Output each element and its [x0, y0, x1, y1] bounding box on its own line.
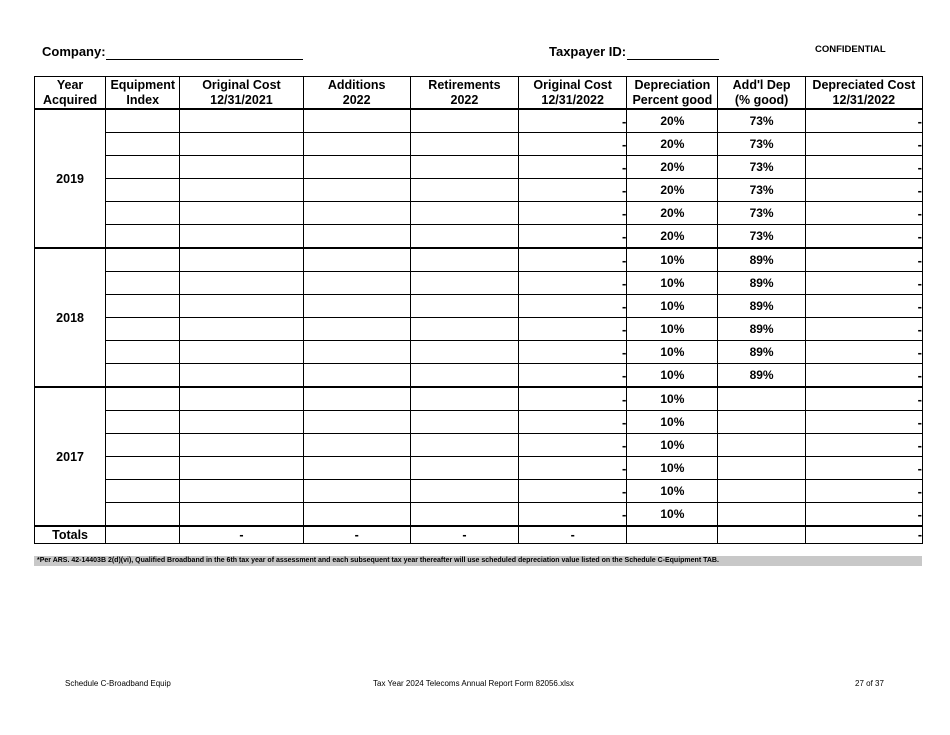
original-cost-2022-cell: -: [519, 434, 627, 457]
original-cost-2021-cell[interactable]: [180, 248, 303, 272]
original-cost-2022-cell: -: [519, 248, 627, 272]
column-header-line2: Index: [126, 92, 160, 107]
table-row: [35, 156, 923, 179]
original-cost-2022-cell: -: [519, 133, 627, 156]
original-cost-2021-cell[interactable]: [180, 202, 303, 225]
totals-original-cost-2021: -: [180, 526, 303, 544]
original-cost-2022-cell: -: [519, 364, 627, 388]
additional-depreciation-cell: 89%: [718, 318, 805, 341]
retirements-cell[interactable]: [410, 364, 518, 388]
equipment-index-cell[interactable]: [106, 272, 180, 295]
column-header: [410, 77, 518, 110]
additions-cell[interactable]: [303, 225, 410, 249]
table-row: [35, 503, 923, 527]
additions-cell[interactable]: [303, 434, 410, 457]
depreciated-cost-cell: -: [805, 341, 922, 364]
depreciated-cost-cell: -: [805, 179, 922, 202]
retirements-cell[interactable]: [410, 387, 518, 411]
equipment-index-cell[interactable]: [106, 179, 180, 202]
retirements-cell[interactable]: [410, 202, 518, 225]
column-header-line1: Original Cost: [533, 77, 612, 92]
depreciated-cost-cell: -: [805, 202, 922, 225]
broadband-equipment-schedule-table: [34, 76, 923, 544]
column-header: [106, 77, 180, 110]
depreciated-cost-cell: -: [805, 364, 922, 388]
totals-row: [35, 526, 923, 544]
original-cost-2022-cell: -: [519, 272, 627, 295]
original-cost-2021-cell[interactable]: [180, 179, 303, 202]
column-header-line1: Retirements: [428, 77, 501, 92]
additions-cell[interactable]: [303, 133, 410, 156]
equipment-index-cell[interactable]: [106, 109, 180, 133]
depreciation-percent-cell: 10%: [627, 503, 718, 527]
column-header: [718, 77, 805, 110]
taxpayer-id-label: Taxpayer ID:: [549, 44, 627, 59]
retirements-cell[interactable]: [410, 318, 518, 341]
table-row: [35, 318, 923, 341]
company-input-line[interactable]: [106, 59, 303, 60]
additional-depreciation-cell: 73%: [718, 202, 805, 225]
additions-cell[interactable]: [303, 341, 410, 364]
additional-depreciation-cell: 73%: [718, 225, 805, 249]
totals-depreciation-percent: [627, 526, 718, 544]
depreciated-cost-cell: -: [805, 295, 922, 318]
additions-cell[interactable]: [303, 503, 410, 527]
original-cost-2022-cell: -: [519, 341, 627, 364]
depreciated-cost-cell: -: [805, 156, 922, 179]
footer-file-name: Tax Year 2024 Telecoms Annual Report Form 82056.xlsx: [373, 679, 574, 688]
retirements-cell[interactable]: [410, 179, 518, 202]
additions-cell[interactable]: [303, 318, 410, 341]
column-header-line1: Additions: [327, 77, 386, 92]
column-header: [627, 77, 718, 110]
equipment-index-cell[interactable]: [106, 411, 180, 434]
company-label: Company:: [42, 44, 106, 59]
original-cost-2021-cell[interactable]: [180, 364, 303, 388]
retirements-cell[interactable]: [410, 156, 518, 179]
original-cost-2022-cell: -: [519, 225, 627, 249]
equipment-index-cell[interactable]: [106, 364, 180, 388]
retirements-cell[interactable]: [410, 272, 518, 295]
additions-cell[interactable]: [303, 480, 410, 503]
column-header: [805, 77, 922, 110]
depreciated-cost-cell: -: [805, 225, 922, 249]
depreciated-cost-cell: -: [805, 411, 922, 434]
column-header-line2: Acquired: [42, 92, 98, 107]
column-header-line1: Add'l Dep: [732, 77, 791, 92]
depreciation-percent-cell: 20%: [627, 202, 718, 225]
year-acquired-cell: 2018: [35, 248, 106, 387]
original-cost-2021-cell[interactable]: [180, 341, 303, 364]
retirements-cell[interactable]: [410, 295, 518, 318]
table-row: [35, 272, 923, 295]
additional-depreciation-cell: 89%: [718, 295, 805, 318]
column-header-line1: Depreciation: [634, 77, 711, 92]
totals-original-cost-2022: -: [519, 526, 627, 544]
depreciated-cost-cell: -: [805, 109, 922, 133]
column-header-line2: Percent good: [632, 92, 713, 107]
retirements-cell[interactable]: [410, 133, 518, 156]
depreciation-percent-cell: 10%: [627, 480, 718, 503]
original-cost-2022-cell: -: [519, 457, 627, 480]
retirements-cell[interactable]: [410, 411, 518, 434]
equipment-index-cell[interactable]: [106, 248, 180, 272]
column-header: [35, 77, 106, 110]
equipment-index-cell[interactable]: [106, 156, 180, 179]
footer-sheet-name: Schedule C-Broadband Equip: [65, 679, 171, 688]
table-header-row: [35, 77, 923, 110]
confidential-label: CONFIDENTIAL: [815, 44, 886, 55]
totals-additional-depreciation: [718, 526, 805, 544]
retirements-cell[interactable]: [410, 457, 518, 480]
original-cost-2021-cell[interactable]: [180, 225, 303, 249]
depreciated-cost-cell: -: [805, 434, 922, 457]
original-cost-2021-cell[interactable]: [180, 109, 303, 133]
column-header-line1: Equipment: [110, 77, 176, 92]
original-cost-2021-cell[interactable]: [180, 411, 303, 434]
original-cost-2022-cell: -: [519, 156, 627, 179]
retirements-cell[interactable]: [410, 109, 518, 133]
equipment-index-cell[interactable]: [106, 318, 180, 341]
depreciation-percent-cell: 10%: [627, 411, 718, 434]
table-row: [35, 434, 923, 457]
footnote: *Per ARS. 42-14403B 2(d)(vi), Qualified Broadband in the 6th tax year of assessment and each subsequent tax year thereafter will use scheduled depreciation value listed on the Schedule C-Equipment TAB.: [34, 556, 922, 566]
totals-label: Totals: [35, 526, 106, 544]
original-cost-2022-cell: -: [519, 295, 627, 318]
additional-depreciation-cell: 89%: [718, 248, 805, 272]
additional-depreciation-cell: 89%: [718, 341, 805, 364]
taxpayer-id-input-line[interactable]: [627, 59, 719, 60]
footer-page-number: 27 of 37: [855, 679, 884, 688]
additions-cell[interactable]: [303, 387, 410, 411]
depreciation-percent-cell: 20%: [627, 133, 718, 156]
table-row: [35, 133, 923, 156]
table-row: [35, 364, 923, 388]
table-row: [35, 225, 923, 249]
column-header: [180, 77, 303, 110]
table-row: [35, 179, 923, 202]
totals-retirements: -: [410, 526, 518, 544]
retirements-cell[interactable]: [410, 503, 518, 527]
additions-cell[interactable]: [303, 179, 410, 202]
depreciation-percent-cell: 20%: [627, 109, 718, 133]
depreciated-cost-cell: -: [805, 457, 922, 480]
retirements-cell[interactable]: [410, 480, 518, 503]
original-cost-2021-cell[interactable]: [180, 318, 303, 341]
depreciated-cost-cell: -: [805, 248, 922, 272]
column-header-line2: 2022: [450, 92, 479, 107]
additions-cell[interactable]: [303, 248, 410, 272]
totals-depreciated-cost: -: [805, 526, 922, 544]
column-header-line2: (% good): [734, 92, 789, 107]
equipment-index-cell[interactable]: [106, 457, 180, 480]
equipment-index-cell[interactable]: [106, 341, 180, 364]
additional-depreciation-cell: [718, 480, 805, 503]
additions-cell[interactable]: [303, 411, 410, 434]
additional-depreciation-cell: [718, 434, 805, 457]
equipment-index-cell[interactable]: [106, 202, 180, 225]
additions-cell[interactable]: [303, 457, 410, 480]
depreciation-percent-cell: 10%: [627, 341, 718, 364]
totals-additions: -: [303, 526, 410, 544]
original-cost-2021-cell[interactable]: [180, 503, 303, 527]
original-cost-2021-cell[interactable]: [180, 457, 303, 480]
original-cost-2022-cell: -: [519, 411, 627, 434]
additional-depreciation-cell: 89%: [718, 364, 805, 388]
additions-cell[interactable]: [303, 364, 410, 388]
year-acquired-cell: 2019: [35, 109, 106, 248]
equipment-index-cell[interactable]: [106, 434, 180, 457]
table-row: [35, 202, 923, 225]
original-cost-2022-cell: -: [519, 387, 627, 411]
retirements-cell[interactable]: [410, 341, 518, 364]
column-header-line2: 12/31/2022: [832, 92, 896, 107]
column-header: [519, 77, 627, 110]
depreciated-cost-cell: -: [805, 480, 922, 503]
additional-depreciation-cell: 73%: [718, 156, 805, 179]
equipment-index-cell[interactable]: [106, 503, 180, 527]
depreciation-percent-cell: 10%: [627, 364, 718, 388]
table-row: [35, 457, 923, 480]
equipment-index-cell[interactable]: [106, 387, 180, 411]
additions-cell[interactable]: [303, 109, 410, 133]
additional-depreciation-cell: [718, 503, 805, 527]
retirements-cell[interactable]: [410, 434, 518, 457]
table-row: [35, 295, 923, 318]
original-cost-2021-cell[interactable]: [180, 295, 303, 318]
column-header: [303, 77, 410, 110]
depreciated-cost-cell: -: [805, 133, 922, 156]
additional-depreciation-cell: [718, 411, 805, 434]
table-row: [35, 341, 923, 364]
additions-cell[interactable]: [303, 295, 410, 318]
depreciation-percent-cell: 10%: [627, 295, 718, 318]
totals-equipment-index: [106, 526, 180, 544]
equipment-index-cell[interactable]: [106, 225, 180, 249]
depreciation-percent-cell: 20%: [627, 156, 718, 179]
depreciated-cost-cell: -: [805, 503, 922, 527]
original-cost-2021-cell[interactable]: [180, 272, 303, 295]
additions-cell[interactable]: [303, 202, 410, 225]
additional-depreciation-cell: [718, 387, 805, 411]
original-cost-2021-cell[interactable]: [180, 133, 303, 156]
table-row: [35, 248, 923, 272]
column-header-line2: 12/31/2022: [541, 92, 604, 107]
depreciated-cost-cell: -: [805, 387, 922, 411]
year-acquired-cell: 2017: [35, 387, 106, 526]
depreciation-percent-cell: 10%: [627, 248, 718, 272]
column-header-line2: 2022: [342, 92, 371, 107]
original-cost-2022-cell: -: [519, 503, 627, 527]
column-header-line1: Original Cost: [202, 77, 281, 92]
depreciation-percent-cell: 10%: [627, 434, 718, 457]
additional-depreciation-cell: 89%: [718, 272, 805, 295]
depreciation-percent-cell: 10%: [627, 272, 718, 295]
equipment-index-cell[interactable]: [106, 295, 180, 318]
table-row: [35, 411, 923, 434]
table-body: [35, 109, 923, 544]
original-cost-2022-cell: -: [519, 179, 627, 202]
column-header-line2: 12/31/2021: [210, 92, 273, 107]
original-cost-2022-cell: -: [519, 318, 627, 341]
table-row: [35, 480, 923, 503]
additions-cell[interactable]: [303, 272, 410, 295]
equipment-index-cell[interactable]: [106, 133, 180, 156]
depreciated-cost-cell: -: [805, 272, 922, 295]
original-cost-2021-cell[interactable]: [180, 480, 303, 503]
retirements-cell[interactable]: [410, 248, 518, 272]
depreciation-percent-cell: 20%: [627, 179, 718, 202]
equipment-index-cell[interactable]: [106, 480, 180, 503]
depreciated-cost-cell: -: [805, 318, 922, 341]
additional-depreciation-cell: 73%: [718, 109, 805, 133]
additional-depreciation-cell: 73%: [718, 179, 805, 202]
original-cost-2021-cell[interactable]: [180, 387, 303, 411]
column-header-line1: Year: [56, 77, 84, 92]
table-row: [35, 109, 923, 133]
depreciation-percent-cell: 10%: [627, 318, 718, 341]
additional-depreciation-cell: 73%: [718, 133, 805, 156]
column-header-line1: Depreciated Cost: [812, 77, 916, 92]
original-cost-2022-cell: -: [519, 109, 627, 133]
original-cost-2022-cell: -: [519, 202, 627, 225]
retirements-cell[interactable]: [410, 225, 518, 249]
additions-cell[interactable]: [303, 156, 410, 179]
original-cost-2021-cell[interactable]: [180, 434, 303, 457]
table-row: [35, 387, 923, 411]
depreciation-percent-cell: 10%: [627, 457, 718, 480]
depreciation-percent-cell: 20%: [627, 225, 718, 249]
additional-depreciation-cell: [718, 457, 805, 480]
depreciation-percent-cell: 10%: [627, 387, 718, 411]
original-cost-2021-cell[interactable]: [180, 156, 303, 179]
original-cost-2022-cell: -: [519, 480, 627, 503]
